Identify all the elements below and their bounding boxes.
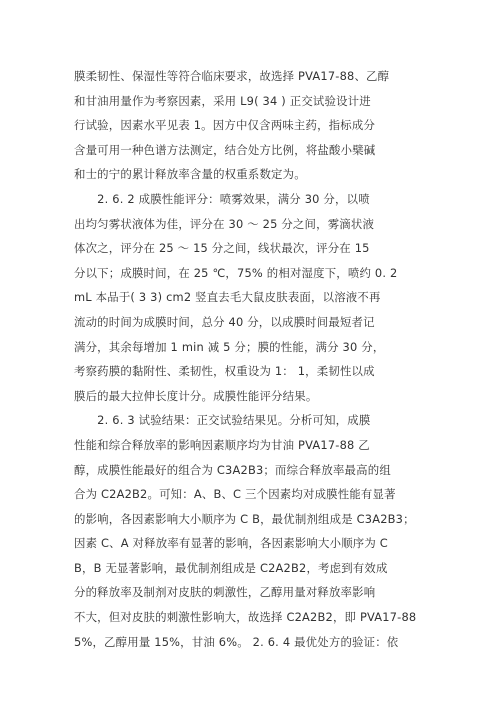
text-line: 含量可用一种色谱方法测定，结合处方比例，将盐酸小檗碱 xyxy=(74,142,376,157)
text-line: 膜后的最大拉伸长度计分。成膜性能评分结果。 xyxy=(74,388,318,403)
text-line: 5%，乙醇用量 15%，甘油 6%。 2. 6. 4 最优处方的验证：依 xyxy=(74,634,399,649)
text-line: 体次之，评分在 25 ～ 15 分之间，线状最次，评分在 15 xyxy=(74,241,370,256)
text-line: 不大，但对皮肤的刺激性影响大，故选择 C2A2B2，即 PVA17-88 xyxy=(74,610,417,625)
text-line: 和甘油用量作为考察因素，采用 L9( 34 ) 正交试验设计进 xyxy=(74,93,371,108)
text-body xyxy=(74,64,432,654)
text-line: 行试验，因素水平见表 1。因方中仅含两味主药，指标成分 xyxy=(74,118,376,133)
text-line: 流动的时间为成膜时间，总分 40 分，以成膜时间最短者记 xyxy=(74,314,375,329)
text-line: 2. 6. 3 试验结果：正交试验结果见。分析可知，成膜 xyxy=(74,413,371,428)
text-line: mL 本品于( 3 3) cm2 竖直去毛大鼠皮肤表面，以溶液不再 xyxy=(74,290,381,305)
text-line: 性能和综合释放率的影响因素顺序均为甘油 PVA17-88 乙 xyxy=(74,437,370,452)
text-line: 合为 C2A2B2。可知：A、B、C 三个因素均对成膜性能有显著 xyxy=(74,487,396,502)
text-line: B，B 无显著影响，最优制剂组成是 C2A2B2，考虑到有效成 xyxy=(74,560,388,575)
text-line: 满分，其余每增加 1 min 减 5 分；膜的性能，满分 30 分， xyxy=(74,339,385,354)
text-line: 因素 C、A 对释放率有显著的影响，各因素影响大小顺序为 C xyxy=(74,536,388,551)
text-line: 膜柔韧性、保湿性等符合临床要求，故选择 PVA17-88、乙醇 xyxy=(74,69,390,83)
text-line: 的影响，各因素影响大小顺序为 C B，最优制剂组成是 C3A2B3； xyxy=(74,511,415,526)
text-line: 醇，成膜性能最好的组合为 C3A2B3；而综合释放率最高的组 xyxy=(74,462,391,477)
text-line: 出均匀雾状液体为佳，评分在 30 ～ 25 分之间，雾滴状液 xyxy=(74,216,375,231)
text-line: 考察药膜的黏附性、柔韧性，权重设为 1： 1，柔韧性以成 xyxy=(74,364,375,379)
text-line: 分以下；成膜时间，在 25 ℃，75% 的相对湿度下，喷约 0. 2 xyxy=(74,265,398,280)
text-line: 分的释放率及制剂对皮肤的刺激性，乙醇用量对释放率影响 xyxy=(74,585,376,600)
text-line: 和士的宁的累计释放率含量的权重系数定为。 xyxy=(74,167,306,182)
text-line: 2. 6. 2 成膜性能评分：喷雾效果，满分 30 分，以喷 xyxy=(74,191,370,206)
